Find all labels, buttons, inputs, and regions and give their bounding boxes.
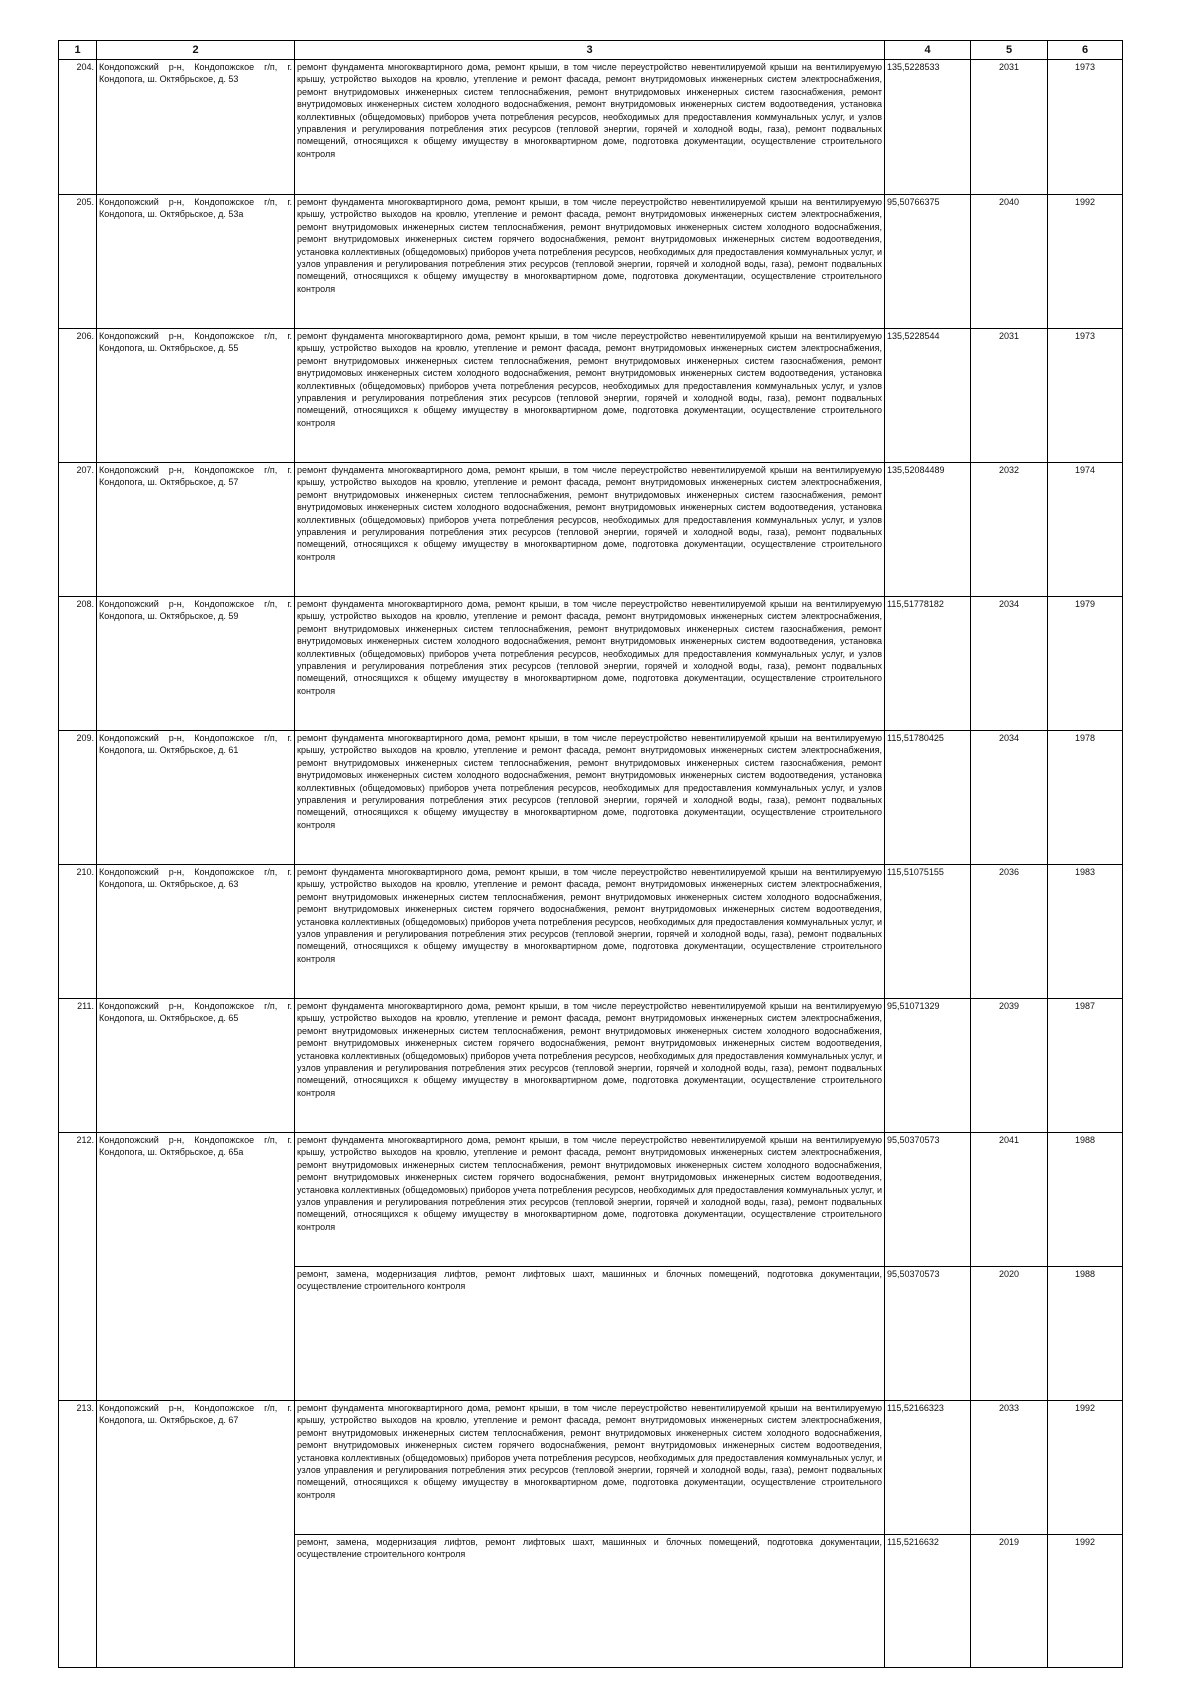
row-works: ремонт фундамента многоквартирного дома, ремонт крыши, в том числе переустройство невентилируемой крыши на вентилируемую крышу, устройство выходов на кровлю, утепление и ремонт фасада, ремонт внутридомовых инженерных систем электроснабжения, ремонт внутридомовых инженерных систем теплоснабжения, ремонт внутридомовых инженерных систем холодного водоснабжения, ремонт внутридомовых инженерных систем горячего водоснабжения, ремонт внутридомовых инженерных систем водоотведения, установка коллективных (общедомовых) приборов учета потребления ресурсов, необходимых для предоставления коммунальных услуг, и узлов управления и регулирования потребления этих ресурсов (тепловой энергии, горячей и холодной воды, газа), ремонт подвальных помещений, относящихся к общему имуществу в многоквартирном доме, подготовка документации, осуществление строительного контроля [295, 1401, 885, 1535]
row-built-year: 1988 [1048, 1267, 1123, 1401]
row-works: ремонт фундамента многоквартирного дома, ремонт крыши, в том числе переустройство невентилируемой крыши на вентилируемую крышу, устройство выходов на кровлю, утепление и ремонт фасада, ремонт внутридомовых инженерных систем электроснабжения, ремонт внутридомовых инженерных систем теплоснабжения, ремонт внутридомовых инженерных систем газоснабжения, ремонт внутридомовых инженерных систем холодного водоснабжения, ремонт внутридомовых инженерных систем водоотведения, установка коллективных (общедомовых) приборов учета потребления ресурсов, необходимых для предоставления коммунальных услуг, и узлов управления и регулирования потребления этих ресурсов (тепловой энергии, горячей и холодной воды, газа), ремонт подвальных помещений, относящихся к общему имуществу в многоквартирном доме, подготовка документации, осуществление строительного контроля [295, 463, 885, 597]
row-works: ремонт фундамента многоквартирного дома, ремонт крыши, в том числе переустройство невентилируемой крыши на вентилируемую крышу, устройство выходов на кровлю, утепление и ремонт фасада, ремонт внутридомовых инженерных систем электроснабжения, ремонт внутридомовых инженерных систем теплоснабжения, ремонт внутридомовых инженерных систем газоснабжения, ремонт внутридомовых инженерных систем холодного водоснабжения, ремонт внутридомовых инженерных систем водоотведения, установка коллективных (общедомовых) приборов учета потребления ресурсов, необходимых для предоставления коммунальных услуг, и узлов управления и регулирования потребления этих ресурсов (тепловой энергии, горячей и холодной воды, газа), ремонт подвальных помещений, относящихся к общему имуществу в многоквартирном доме, подготовка документации, осуществление строительного контроля [295, 731, 885, 865]
row-address: Кондопожский р-н, Кондопожское г/п, г. Кондопога, ш. Октябрьское, д. 53 [97, 60, 295, 195]
row-cost: 115,52166323 [885, 1401, 971, 1535]
register-table [58, 40, 1123, 1668]
row-cost: 135,52084489 [885, 463, 971, 597]
row-number: 212. [59, 1133, 97, 1401]
row-built-year: 1992 [1048, 1401, 1123, 1535]
row-year: 2034 [971, 731, 1048, 865]
row-year: 2033 [971, 1401, 1048, 1535]
row-number: 211. [59, 999, 97, 1133]
row-address: Кондопожский р-н, Кондопожское г/п, г. Кондопога, ш. Октябрьское, д. 67 [97, 1401, 295, 1668]
row-year: 2036 [971, 865, 1048, 999]
row-works: ремонт фундамента многоквартирного дома, ремонт крыши, в том числе переустройство невентилируемой крыши на вентилируемую крышу, устройство выходов на кровлю, утепление и ремонт фасада, ремонт внутридомовых инженерных систем электроснабжения, ремонт внутридомовых инженерных систем теплоснабжения, ремонт внутридомовых инженерных систем газоснабжения, ремонт внутридомовых инженерных систем холодного водоснабжения, ремонт внутридомовых инженерных систем водоотведения, установка коллективных (общедомовых) приборов учета потребления ресурсов, необходимых для предоставления коммунальных услуг, и узлов управления и регулирования потребления этих ресурсов (тепловой энергии, горячей и холодной воды, газа), ремонт подвальных помещений, относящихся к общему имуществу в многоквартирном доме, подготовка документации, осуществление строительного контроля [295, 60, 885, 195]
row-number: 209. [59, 731, 97, 865]
row-year: 2031 [971, 60, 1048, 195]
row-number: 210. [59, 865, 97, 999]
row-cost: 115,51778182 [885, 597, 971, 731]
col-header-year: 5 [971, 41, 1048, 60]
row-built-year: 1988 [1048, 1133, 1123, 1267]
row-cost: 95,50766375 [885, 195, 971, 329]
row-address: Кондопожский р-н, Кондопожское г/п, г. Кондопога, ш. Октябрьское, д. 57 [97, 463, 295, 597]
row-year: 2041 [971, 1133, 1048, 1267]
table-row [59, 731, 1123, 865]
row-works: ремонт, замена, модернизация лифтов, ремонт лифтовых шахт, машинных и блочных помещений, подготовка документации, осуществление строительного контроля [295, 1267, 885, 1401]
row-built-year: 1973 [1048, 60, 1123, 195]
table-row [59, 463, 1123, 597]
row-built-year: 1974 [1048, 463, 1123, 597]
row-works: ремонт, замена, модернизация лифтов, ремонт лифтовых шахт, машинных и блочных помещений, подготовка документации, осуществление строительного контроля [295, 1535, 885, 1668]
col-header-works: 3 [295, 41, 885, 60]
row-built-year: 1978 [1048, 731, 1123, 865]
row-year: 2020 [971, 1267, 1048, 1401]
row-built-year: 1987 [1048, 999, 1123, 1133]
row-cost: 95,51071329 [885, 999, 971, 1133]
row-works: ремонт фундамента многоквартирного дома, ремонт крыши, в том числе переустройство невентилируемой крыши на вентилируемую крышу, устройство выходов на кровлю, утепление и ремонт фасада, ремонт внутридомовых инженерных систем электроснабжения, ремонт внутридомовых инженерных систем теплоснабжения, ремонт внутридомовых инженерных систем холодного водоснабжения, ремонт внутридомовых инженерных систем горячего водоснабжения, ремонт внутридомовых инженерных систем водоотведения, установка коллективных (общедомовых) приборов учета потребления ресурсов, необходимых для предоставления коммунальных услуг, и узлов управления и регулирования потребления этих ресурсов (тепловой энергии, горячей и холодной воды, газа), ремонт подвальных помещений, относящихся к общему имуществу в многоквартирном доме, подготовка документации, осуществление строительного контроля [295, 1133, 885, 1267]
row-built-year: 1973 [1048, 329, 1123, 463]
row-year: 2034 [971, 597, 1048, 731]
table-row [59, 1401, 1123, 1535]
row-year: 2032 [971, 463, 1048, 597]
row-cost: 135,5228544 [885, 329, 971, 463]
row-cost: 95,50370573 [885, 1267, 971, 1401]
row-address: Кондопожский р-н, Кондопожское г/п, г. Кондопога, ш. Октябрьское, д. 61 [97, 731, 295, 865]
row-number: 205. [59, 195, 97, 329]
row-cost: 115,5216632 [885, 1535, 971, 1668]
row-address: Кондопожский р-н, Кондопожское г/п, г. Кондопога, ш. Октябрьское, д. 59 [97, 597, 295, 731]
table-row [59, 597, 1123, 731]
row-works: ремонт фундамента многоквартирного дома, ремонт крыши, в том числе переустройство невентилируемой крыши на вентилируемую крышу, устройство выходов на кровлю, утепление и ремонт фасада, ремонт внутридомовых инженерных систем электроснабжения, ремонт внутридомовых инженерных систем теплоснабжения, ремонт внутридомовых инженерных систем газоснабжения, ремонт внутридомовых инженерных систем холодного водоснабжения, ремонт внутридомовых инженерных систем водоотведения, установка коллективных (общедомовых) приборов учета потребления ресурсов, необходимых для предоставления коммунальных услуг, и узлов управления и регулирования потребления этих ресурсов (тепловой энергии, горячей и холодной воды, газа), ремонт подвальных помещений, относящихся к общему имуществу в многоквартирном доме, подготовка документации, осуществление строительного контроля [295, 597, 885, 731]
row-works: ремонт фундамента многоквартирного дома, ремонт крыши, в том числе переустройство невентилируемой крыши на вентилируемую крышу, устройство выходов на кровлю, утепление и ремонт фасада, ремонт внутридомовых инженерных систем электроснабжения, ремонт внутридомовых инженерных систем теплоснабжения, ремонт внутридомовых инженерных систем газоснабжения, ремонт внутридомовых инженерных систем холодного водоснабжения, ремонт внутридомовых инженерных систем водоотведения, установка коллективных (общедомовых) приборов учета потребления ресурсов, необходимых для предоставления коммунальных услуг, и узлов управления и регулирования потребления этих ресурсов (тепловой энергии, горячей и холодной воды, газа), ремонт подвальных помещений, относящихся к общему имуществу в многоквартирном доме, подготовка документации, осуществление строительного контроля [295, 329, 885, 463]
row-address: Кондопожский р-н, Кондопожское г/п, г. Кондопога, ш. Октябрьское, д. 65 [97, 999, 295, 1133]
row-number: 206. [59, 329, 97, 463]
row-address: Кондопожский р-н, Кондопожское г/п, г. Кондопога, ш. Октябрьское, д. 55 [97, 329, 295, 463]
row-works: ремонт фундамента многоквартирного дома, ремонт крыши, в том числе переустройство невентилируемой крыши на вентилируемую крышу, устройство выходов на кровлю, утепление и ремонт фасада, ремонт внутридомовых инженерных систем электроснабжения, ремонт внутридомовых инженерных систем теплоснабжения, ремонт внутридомовых инженерных систем холодного водоснабжения, ремонт внутридомовых инженерных систем горячего водоснабжения, ремонт внутридомовых инженерных систем водоотведения, установка коллективных (общедомовых) приборов учета потребления ресурсов, необходимых для предоставления коммунальных услуг, и узлов управления и регулирования потребления этих ресурсов (тепловой энергии, горячей и холодной воды, газа), ремонт подвальных помещений, относящихся к общему имуществу в многоквартирном доме, подготовка документации, осуществление строительного контроля [295, 999, 885, 1133]
row-year: 2040 [971, 195, 1048, 329]
row-number: 207. [59, 463, 97, 597]
row-year: 2019 [971, 1535, 1048, 1668]
row-cost: 95,50370573 [885, 1133, 971, 1267]
row-number: 208. [59, 597, 97, 731]
row-number: 213. [59, 1401, 97, 1668]
row-built-year: 1992 [1048, 1535, 1123, 1668]
row-built-year: 1992 [1048, 195, 1123, 329]
row-cost: 115,51780425 [885, 731, 971, 865]
table-row [59, 999, 1123, 1133]
header-row [59, 41, 1123, 60]
table-row [59, 865, 1123, 999]
row-works: ремонт фундамента многоквартирного дома, ремонт крыши, в том числе переустройство невентилируемой крыши на вентилируемую крышу, устройство выходов на кровлю, утепление и ремонт фасада, ремонт внутридомовых инженерных систем электроснабжения, ремонт внутридомовых инженерных систем теплоснабжения, ремонт внутридомовых инженерных систем холодного водоснабжения, ремонт внутридомовых инженерных систем горячего водоснабжения, ремонт внутридомовых инженерных систем водоотведения, установка коллективных (общедомовых) приборов учета потребления ресурсов, необходимых для предоставления коммунальных услуг, и узлов управления и регулирования потребления этих ресурсов (тепловой энергии, горячей и холодной воды, газа), ремонт подвальных помещений, относящихся к общему имуществу в многоквартирном доме, подготовка документации, осуществление строительного контроля [295, 195, 885, 329]
col-header-number: 1 [59, 41, 97, 60]
row-cost: 115,51075155 [885, 865, 971, 999]
col-header-built: 6 [1048, 41, 1123, 60]
table-row [59, 195, 1123, 329]
table-row [59, 1133, 1123, 1267]
col-header-address: 2 [97, 41, 295, 60]
row-works: ремонт фундамента многоквартирного дома, ремонт крыши, в том числе переустройство невентилируемой крыши на вентилируемую крышу, устройство выходов на кровлю, утепление и ремонт фасада, ремонт внутридомовых инженерных систем электроснабжения, ремонт внутридомовых инженерных систем теплоснабжения, ремонт внутридомовых инженерных систем холодного водоснабжения, ремонт внутридомовых инженерных систем горячего водоснабжения, ремонт внутридомовых инженерных систем водоотведения, установка коллективных (общедомовых) приборов учета потребления ресурсов, необходимых для предоставления коммунальных услуг, и узлов управления и регулирования потребления этих ресурсов (тепловой энергии, горячей и холодной воды, газа), ремонт подвальных помещений, относящихся к общему имуществу в многоквартирном доме, подготовка документации, осуществление строительного контроля [295, 865, 885, 999]
row-address: Кондопожский р-н, Кондопожское г/п, г. Кондопога, ш. Октябрьское, д. 53а [97, 195, 295, 329]
col-header-cost: 4 [885, 41, 971, 60]
table-row [59, 60, 1123, 195]
row-year: 2039 [971, 999, 1048, 1133]
row-address: Кондопожский р-н, Кондопожское г/п, г. Кондопога, ш. Октябрьское, д. 65а [97, 1133, 295, 1401]
row-address: Кондопожский р-н, Кондопожское г/п, г. Кондопога, ш. Октябрьское, д. 63 [97, 865, 295, 999]
row-cost: 135,5228533 [885, 60, 971, 195]
row-year: 2031 [971, 329, 1048, 463]
table-row [59, 329, 1123, 463]
row-number: 204. [59, 60, 97, 195]
row-built-year: 1983 [1048, 865, 1123, 999]
row-built-year: 1979 [1048, 597, 1123, 731]
